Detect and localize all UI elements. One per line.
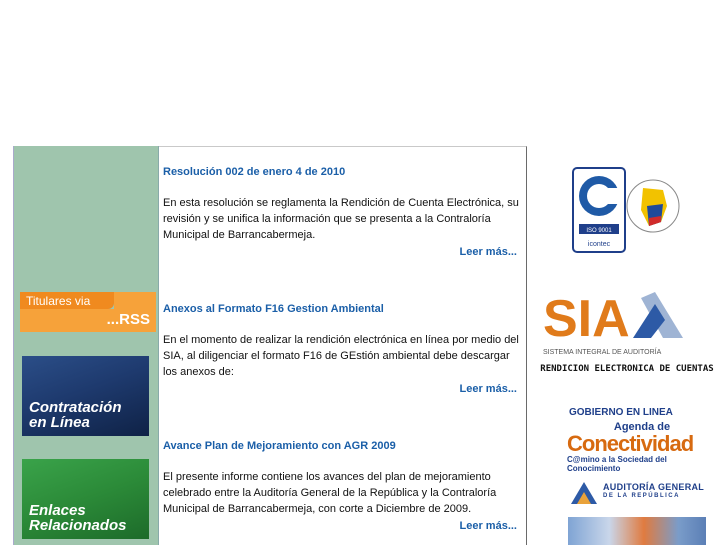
icontec-iso-logo[interactable] <box>571 166 681 256</box>
conectividad-label: Conectividad <box>567 431 694 456</box>
article-item <box>163 303 521 395</box>
agenda-conectividad-logo[interactable] <box>567 421 707 473</box>
read-more-link[interactable]: Leer más... <box>459 383 517 395</box>
article-item <box>163 166 521 258</box>
agr-title: AUDITORÍA GENERAL <box>603 482 705 492</box>
svg-text:icontec: icontec <box>587 241 611 248</box>
partial-banner-image[interactable] <box>568 517 706 545</box>
enlaces-relacionados-banner[interactable] <box>22 459 149 539</box>
rss-label: ...RSS <box>20 309 156 332</box>
rss-top-label: Titulares via <box>20 292 114 309</box>
contratacion-line2: en Línea <box>29 414 90 431</box>
gobierno-en-linea-logo[interactable]: GOBIERNO EN LINEA <box>569 407 673 418</box>
news-column <box>159 146 527 545</box>
article-title-link[interactable]: Resolución 002 de enero 4 de 2010 <box>163 166 346 178</box>
agr-subtitle: DE LA REPÚBLICA <box>603 493 680 499</box>
contratacion-line1: Contratación <box>29 399 122 416</box>
article-body: El presente informe contiene los avances del plan de mejoramiento celebrado entre la Auditoría General de la República y la Contraloría Municipal de Barrancabermeja, con corte a Diciembre de 2009. <box>163 471 497 515</box>
agr-emblem-icon <box>569 480 599 506</box>
article-body: En el momento de realizar la rendición electrónica en línea por medio del SIA, al diligenciar el formato F16 de GEstión ambiental debe descargar los anexos de: <box>163 334 519 378</box>
svg-text:ISO 9001: ISO 9001 <box>586 228 612 234</box>
read-more-link[interactable]: Leer más... <box>459 520 517 532</box>
rss-banner[interactable] <box>20 292 156 332</box>
contratacion-en-linea-banner[interactable] <box>22 356 149 436</box>
sia-logo[interactable] <box>543 286 693 366</box>
read-more-link[interactable]: Leer más... <box>459 246 517 258</box>
svg-text:SIA: SIA <box>543 290 630 348</box>
agenda-label: Agenda de <box>613 421 671 433</box>
article-item <box>163 440 521 532</box>
svg-text:SISTEMA INTEGRAL DE AUDITORÍA: SISTEMA INTEGRAL DE AUDITORÍA <box>543 349 662 356</box>
auditoria-general-logo[interactable] <box>569 480 709 506</box>
article-body: En esta resolución se reglamenta la Rendición de Cuenta Electrónica, su revisión y se unifica la información que se presenta a la Contraloría Municipal de Barrancabermeja. <box>163 197 519 241</box>
article-title-link[interactable]: Anexos al Formato F16 Gestion Ambiental <box>163 303 384 315</box>
agenda-tagline: C@mino a la Sociedad del Conocimiento <box>567 455 667 473</box>
enlaces-line1: Enlaces <box>29 502 86 519</box>
left-column <box>13 146 159 545</box>
right-column <box>527 146 727 545</box>
enlaces-line2: Relacionados <box>29 517 127 534</box>
sia-caption: RENDICION ELECTRONICA DE CUENTAS <box>540 364 714 374</box>
article-title-link[interactable]: Avance Plan de Mejoramiento con AGR 2009 <box>163 440 396 452</box>
